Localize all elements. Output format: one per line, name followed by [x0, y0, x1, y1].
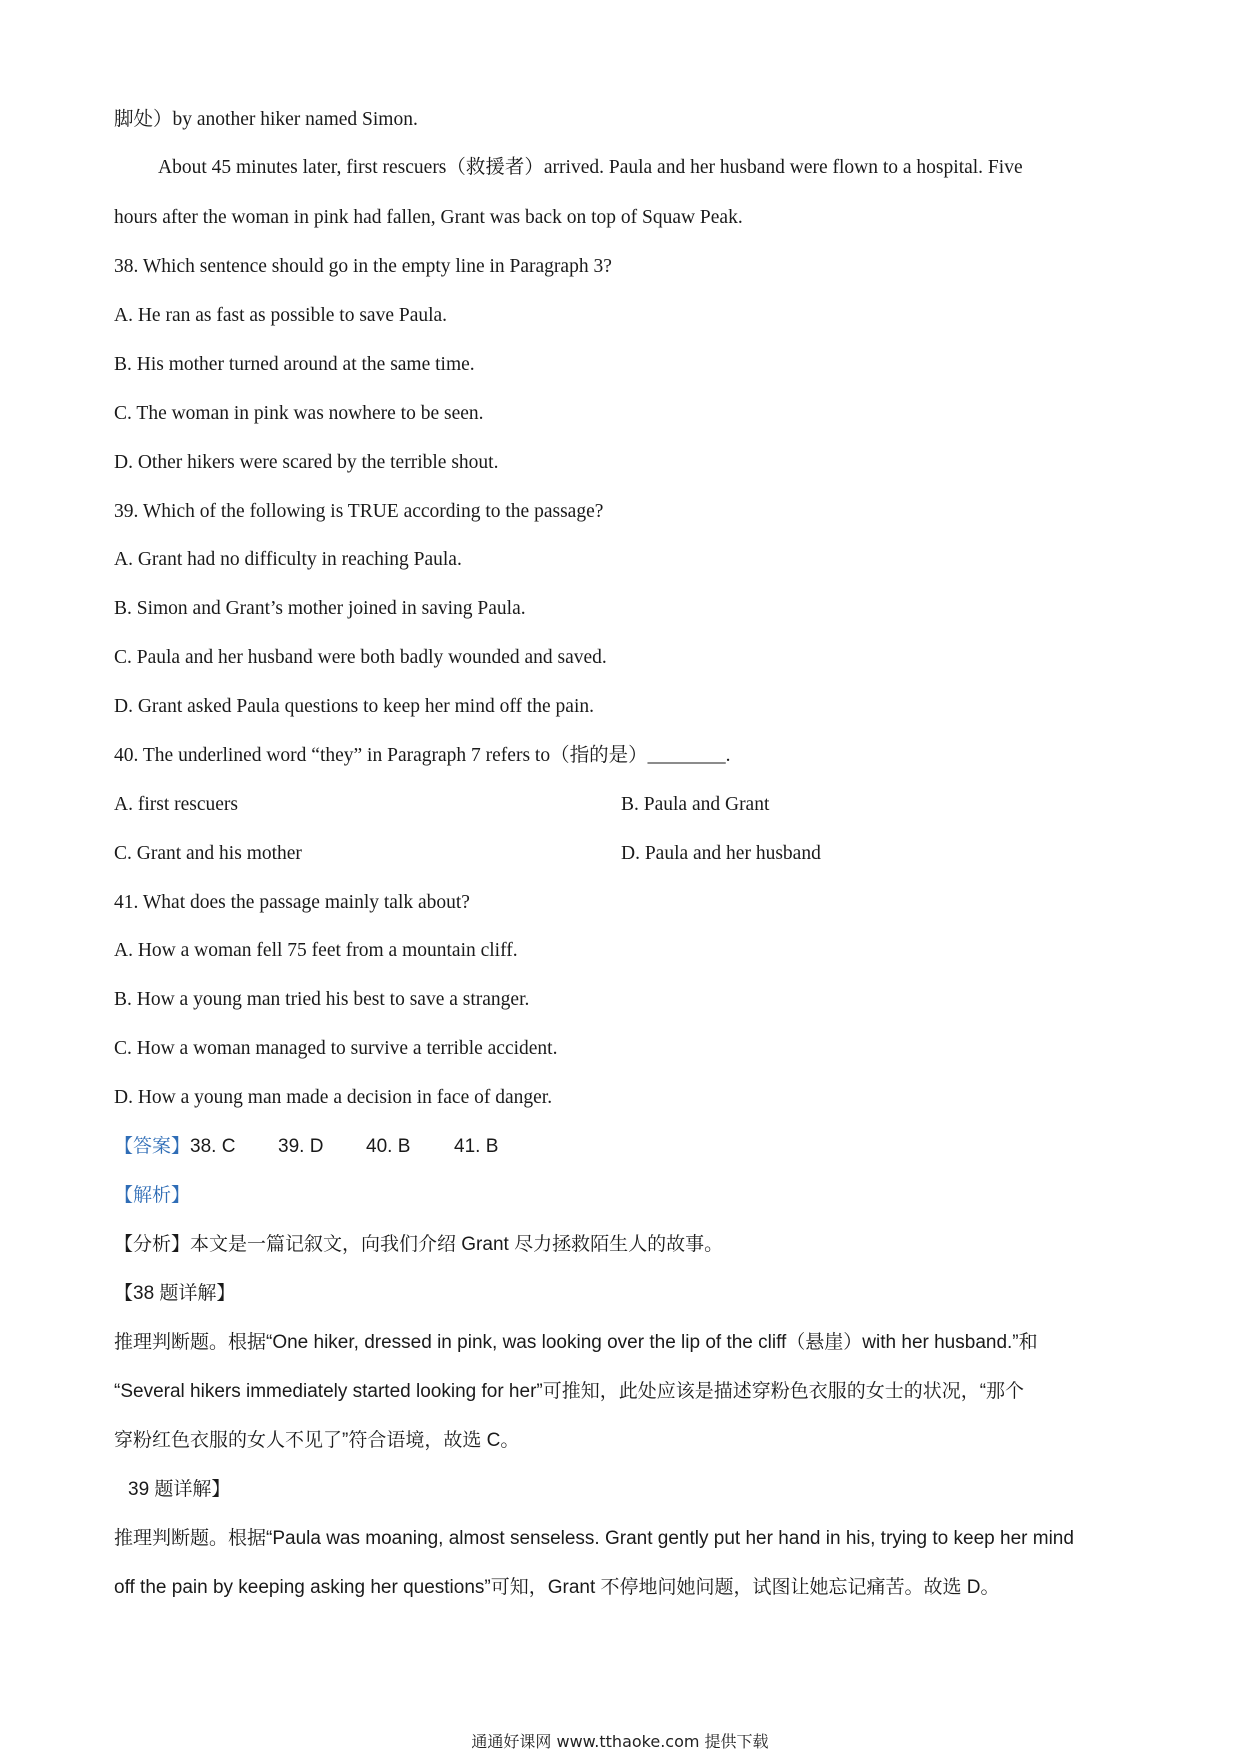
question-41-option-a: A. How a woman fell 75 feet from a mountain cliff.	[114, 940, 518, 961]
question-39-option-c: C. Paula and her husband were both badly wounded and saved.	[114, 647, 607, 668]
question-38-option-a: A. He ran as fast as possible to save Paula.	[114, 305, 448, 326]
q39-explanation-line: 推理判断题。根据“Paula was moaning, almost senseless. Grant gently put her hand in his, trying to keep her mind	[114, 1528, 1074, 1549]
question-38-option-c: C. The woman in pink was nowhere to be seen.	[114, 403, 484, 424]
answer-item: 41. B	[454, 1136, 499, 1157]
q39-explanation-line: off the pain by keeping asking her questions”可知，Grant 不停地问她问题，试图让她忘记痛苦。故选 D。	[114, 1577, 1000, 1598]
question-39-stem: 39. Which of the following is TRUE according to the passage?	[114, 501, 604, 522]
passage-line: 脚处）by another hiker named Simon.	[114, 109, 418, 130]
passage-line: hours after the woman in pink had fallen, Grant was back on top of Squaw Peak.	[114, 207, 743, 228]
analysis-label: 【解析】	[114, 1185, 191, 1206]
answer-line	[114, 1137, 498, 1156]
question-41-option-b: B. How a young man tried his best to save a stranger.	[114, 989, 530, 1010]
q38-heading: 【38 题详解】	[114, 1283, 236, 1304]
answer-label: 【答案】	[114, 1136, 191, 1157]
analysis-summary: 【分析】本文是一篇记叙文，向我们介绍 Grant 尽力拯救陌生人的故事。	[114, 1234, 724, 1255]
question-40-stem: 40. The underlined word “they” in Paragraph 7 refers to（指的是）________.	[114, 745, 731, 766]
q38-explanation-line: 穿粉红色衣服的女人不见了”符合语境，故选 C。	[114, 1430, 520, 1451]
passage-line: About 45 minutes later, first rescuers（救援者）arrived. Paula and her husband were flown to a hospital. Five	[158, 157, 1023, 178]
question-41-stem: 41. What does the passage mainly talk about?	[114, 892, 470, 913]
q39-heading: 39 题详解】	[128, 1479, 231, 1500]
question-41-option-c: C. How a woman managed to survive a terrible accident.	[114, 1038, 558, 1059]
answer-item: 40. B	[366, 1136, 411, 1157]
question-40-option-d: D. Paula and her husband	[621, 843, 821, 864]
question-38-stem: 38. Which sentence should go in the empty line in Paragraph 3?	[114, 256, 612, 277]
q38-explanation-line: “Several hikers immediately started looking for her”可推知，此处应该是描述穿粉色衣服的女士的状况，“那个	[114, 1381, 1025, 1402]
page-footer: 通通好课网 www.tthaoke.com 提供下载	[471, 1732, 769, 1751]
question-39-option-b: B. Simon and Grant’s mother joined in saving Paula.	[114, 598, 526, 619]
question-40-option-c: C. Grant and his mother	[114, 843, 302, 864]
question-38-option-b: B. His mother turned around at the same time.	[114, 354, 475, 375]
question-40-option-a: A. first rescuers	[114, 794, 238, 815]
answer-item: 38. C	[190, 1136, 236, 1157]
q38-explanation-line: 推理判断题。根据“One hiker, dressed in pink, was looking over the lip of the cliff（悬崖）with her husband.”和	[114, 1332, 1038, 1353]
question-39-option-d: D. Grant asked Paula questions to keep her mind off the pain.	[114, 696, 594, 717]
question-38-option-d: D. Other hikers were scared by the terrible shout.	[114, 452, 499, 473]
question-40-option-b: B. Paula and Grant	[621, 794, 770, 815]
question-41-option-d: D. How a young man made a decision in face of danger.	[114, 1087, 553, 1108]
answer-item: 39. D	[278, 1136, 324, 1157]
question-39-option-a: A. Grant had no difficulty in reaching Paula.	[114, 549, 462, 570]
